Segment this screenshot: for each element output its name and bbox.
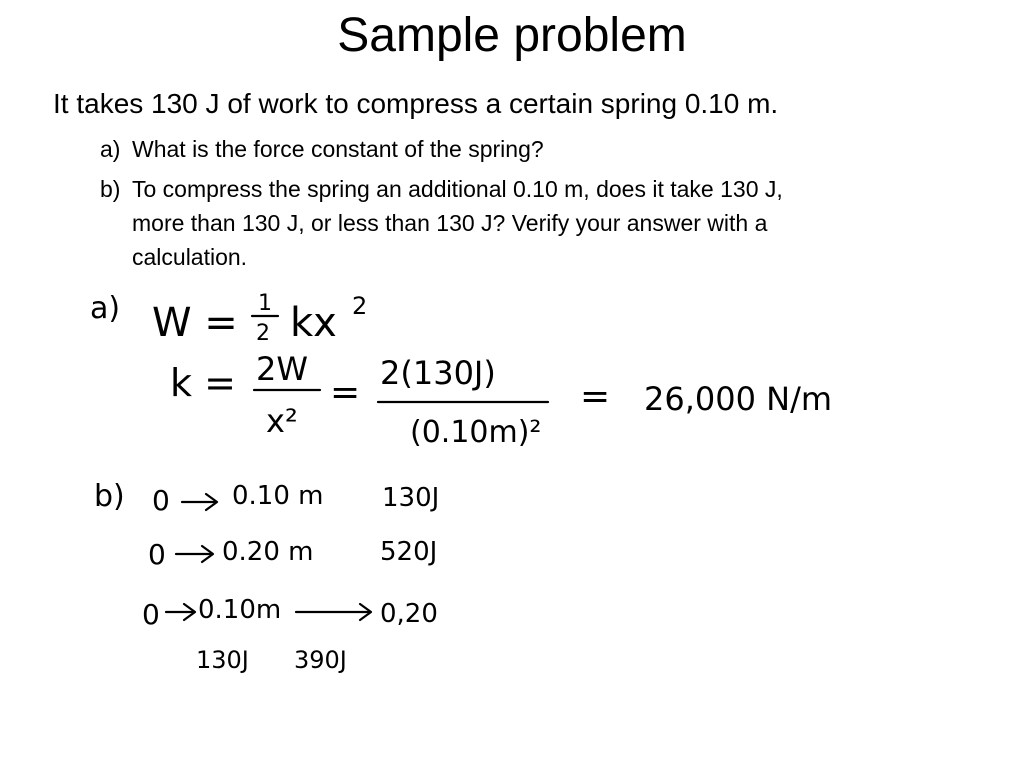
- k-numerator-values: 2(130J): [380, 354, 496, 392]
- row1-to: 0.10 m: [232, 481, 324, 511]
- row3-mid: 0.10m: [198, 595, 282, 625]
- row4-work-2: 390J: [294, 646, 347, 674]
- k-denominator-values: (0.10m)²: [410, 415, 542, 450]
- half-denominator: 2: [256, 321, 270, 346]
- kx-term: kx: [290, 300, 337, 346]
- question-a-label: a): [100, 136, 121, 162]
- k-equation-lhs: k =: [170, 361, 236, 405]
- k-equals-3: =: [580, 376, 611, 417]
- row4-work-1: 130J: [196, 646, 249, 674]
- k-denominator: x²: [266, 402, 298, 440]
- question-b-label: b): [100, 176, 121, 202]
- row3-to: 0,20: [380, 599, 438, 629]
- row2-from: 0: [148, 538, 166, 571]
- row1-from: 0: [152, 484, 170, 517]
- solution-a-label: a): [90, 291, 121, 326]
- k-numerator: 2W: [256, 350, 308, 388]
- row2-to: 0.20 m: [222, 537, 314, 567]
- half-numerator: 1: [258, 291, 272, 316]
- spring-constant-result: 26,000 N/m: [644, 380, 833, 418]
- k-equals-2: =: [330, 372, 361, 413]
- question-b-line-2: more than 130 J, or less than 130 J? Verify your answer with a: [132, 210, 768, 236]
- slide-title: Sample problem: [337, 9, 687, 62]
- solution-b-label: b): [94, 479, 125, 514]
- kx-exponent: 2: [352, 292, 368, 320]
- question-b-line-1: To compress the spring an additional 0.10 m, does it take 130 J,: [132, 176, 783, 202]
- question-b-line-3: calculation.: [132, 244, 248, 270]
- work-equation-lhs: W =: [152, 300, 238, 346]
- row1-work: 130J: [382, 483, 440, 513]
- row3-from: 0: [142, 598, 160, 631]
- problem-statement: It takes 130 J of work to compress a certain spring 0.10 m.: [53, 88, 779, 119]
- row2-work: 520J: [380, 537, 438, 567]
- question-a-text: What is the force constant of the spring?: [132, 136, 544, 162]
